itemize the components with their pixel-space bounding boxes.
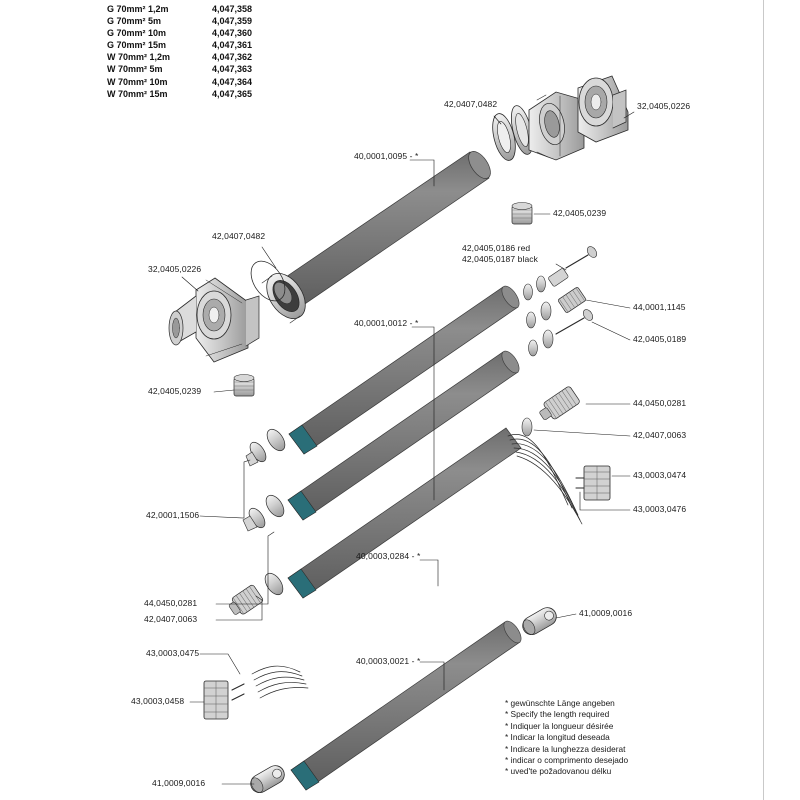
part-number: 4,047,364 <box>212 76 253 87</box>
length-note-block <box>505 698 628 778</box>
callout-42-0405-0186-red: 42,0405,0186 red <box>462 243 531 253</box>
callout-42-0407-0063-right: 42,0407,0063 <box>633 430 687 440</box>
part-number: 4,047,361 <box>212 40 253 51</box>
callout-43-0003-0476: 43,0003,0476 <box>633 504 687 514</box>
callout-43-0003-0474: 43,0003,0474 <box>633 470 687 480</box>
part-number: 4,047,360 <box>212 28 253 39</box>
callout-40-0001-0095: 40,0001,0095 - * <box>354 151 419 161</box>
parts-table <box>107 3 252 100</box>
note-line: * Specify the length required <box>505 709 610 720</box>
callout-42-0407-0482-top: 42,0407,0482 <box>444 99 498 109</box>
table-row <box>107 88 252 100</box>
part-desc: G 70mm² 1,2m <box>107 4 169 14</box>
callout-40-0003-0021: 40,0003,0021 - * <box>356 656 421 666</box>
callout-44-0001-1145: 44,0001,1145 <box>633 302 686 312</box>
callout-44-0450-0281-right: 44,0450,0281 <box>633 398 687 408</box>
part-desc: G 70mm² 10m <box>107 28 167 39</box>
part-desc: W 70mm² 10m <box>107 76 168 87</box>
part-number: 4,047,362 <box>212 52 253 63</box>
callout-42-0001-1506: 42,0001,1506 <box>146 510 200 520</box>
part-desc: W 70mm² 1,2m <box>107 52 171 63</box>
note-line: * gewünschte Länge angeben <box>505 698 615 708</box>
part-desc: W 70mm² 15m <box>107 88 168 99</box>
part-desc: G 70mm² 5m <box>107 16 162 27</box>
callout-44-0450-0281-left: 44,0450,0281 <box>144 598 198 608</box>
callout-42-0405-0189: 42,0405,0189 <box>633 334 687 344</box>
callout-42-0405-0187-black: 42,0405,0187 black <box>462 254 539 264</box>
part-desc: W 70mm² 5m <box>107 64 163 75</box>
callout-32-0405-0226-left: 32,0405,0226 <box>148 264 202 274</box>
part-number: 4,047,365 <box>212 88 253 99</box>
note-line: * Indiquer la longueur désirée <box>505 720 614 731</box>
callout-41-0009-0016-right: 41,0009,0016 <box>579 608 633 618</box>
table-row <box>107 27 252 39</box>
callout-40-0003-0284: 40,0003,0284 - * <box>356 551 421 561</box>
note-line: * Indicar la longitud deseada <box>505 732 610 743</box>
part-number: 4,047,358 <box>212 4 253 14</box>
part-number: 4,047,359 <box>212 16 253 27</box>
callout-42-0405-0239-top: 42,0405,0239 <box>553 208 607 218</box>
table-row <box>107 15 252 27</box>
callout-43-0003-0475: 43,0003,0475 <box>146 648 200 658</box>
table-row <box>107 76 252 88</box>
note-line: * uved'te požadovanou délku <box>505 766 612 777</box>
callout-40-0001-0012: 40,0001,0012 - * <box>354 318 419 328</box>
table-row <box>107 63 252 75</box>
callout-41-0009-0016-bottom: 41,0009,0016 <box>152 778 206 788</box>
table-row <box>107 51 252 63</box>
table-row <box>107 3 252 15</box>
callout-42-0407-0482-left: 42,0407,0482 <box>212 231 266 241</box>
callout-42-0407-0063-left: 42,0407,0063 <box>144 614 198 624</box>
callout-32-0405-0226-top: 32,0405,0226 <box>637 101 691 111</box>
part-desc: G 70mm² 15m <box>107 40 167 51</box>
note-line: * indicar o comprimento desejado <box>505 755 629 766</box>
callout-42-0405-0239-left: 42,0405,0239 <box>148 386 202 396</box>
table-row <box>107 39 252 51</box>
callout-43-0003-0458: 43,0003,0458 <box>131 696 185 706</box>
note-line: * Indicare la lunghezza desiderat <box>505 743 626 754</box>
page-margin-rule <box>763 0 764 800</box>
part-number: 4,047,363 <box>212 64 253 75</box>
